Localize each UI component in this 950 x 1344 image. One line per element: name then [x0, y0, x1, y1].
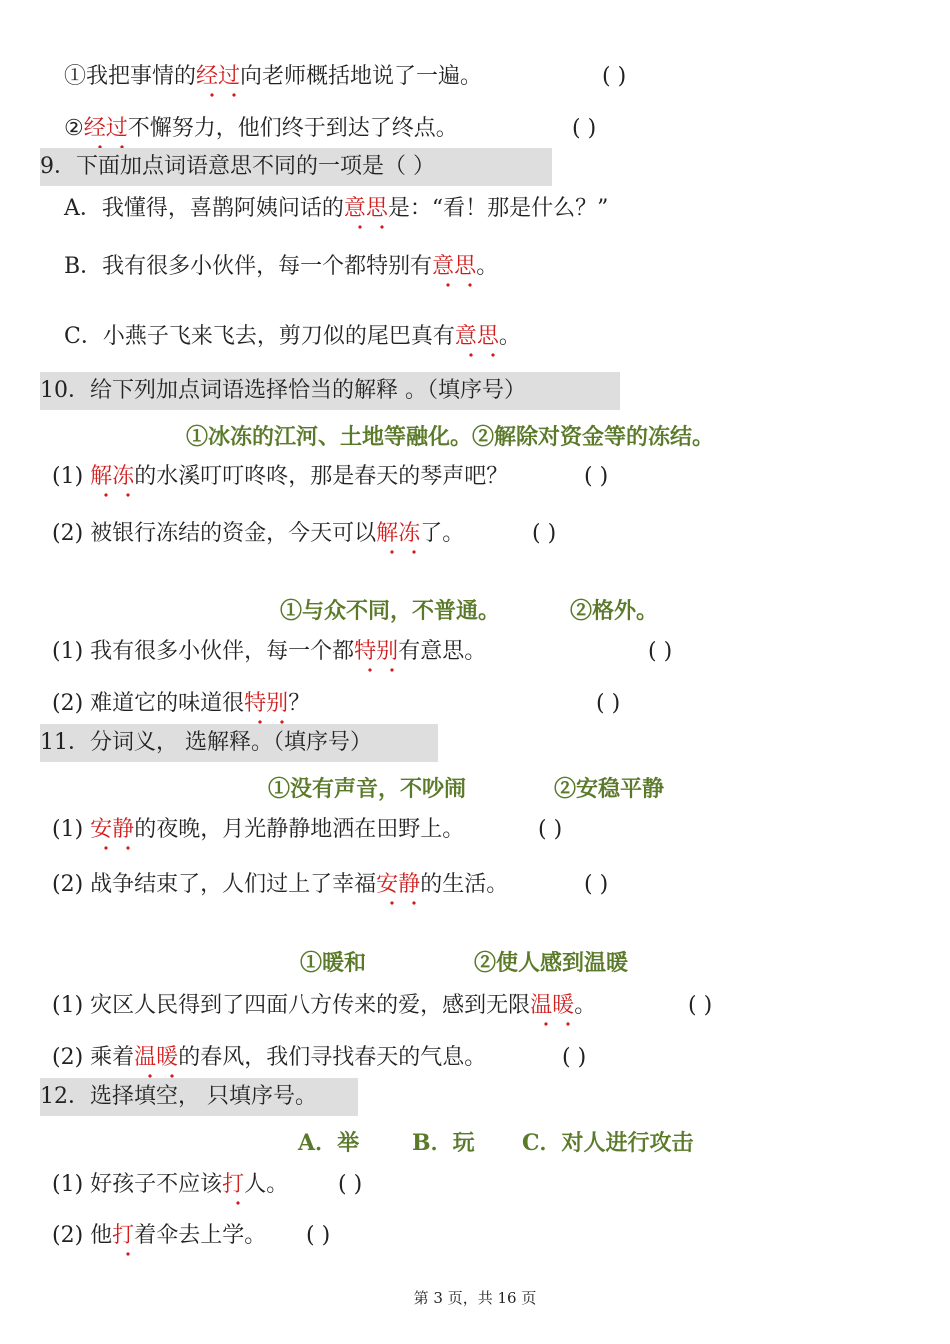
q8-sentence-1 — [64, 62, 482, 92]
q12-sentence-1 — [52, 1170, 288, 1200]
question-11-title: 11．分词义， 选解释。（填序号） — [40, 724, 438, 762]
answer-blank[interactable]: ( ) — [538, 817, 563, 842]
option-text: 。 — [476, 254, 499, 279]
sentence-text: (1) 好孩子不应该 — [52, 1172, 223, 1197]
sentence-text: 的生活。 — [420, 872, 509, 897]
sentence-text: (2) 难道它的味道很 — [52, 691, 245, 716]
emphasized-word: 意思 — [344, 194, 388, 224]
q12-option-b: B．玩 — [412, 1130, 475, 1156]
answer-blank[interactable]: ( ) — [648, 639, 673, 664]
q12-sentence-2 — [52, 1221, 266, 1251]
q12-option-a: A．举 — [298, 1130, 360, 1156]
answer-blank[interactable]: ( ) — [688, 993, 713, 1018]
sentence-text: (1) 我有很多小伙伴，每一个都 — [52, 639, 355, 664]
q10-group1-sentence-2 — [52, 519, 464, 549]
sentence-text: ② — [64, 116, 84, 141]
option-text: 。 — [498, 324, 521, 349]
q11-group2-sentence-1 — [52, 991, 596, 1021]
emphasized-word: 安静 — [90, 815, 134, 845]
answer-blank[interactable]: ( ) — [572, 116, 597, 141]
sentence-text: 有意思。 — [398, 639, 487, 664]
emphasized-word: 特别 — [244, 689, 288, 719]
emphasized-word: 温暖 — [134, 1043, 178, 1073]
emphasized-word: 特别 — [354, 637, 398, 667]
emphasized-word: 意思 — [432, 252, 476, 282]
question-9-title: 9．下面加点词语意思不同的一项是（ ） — [40, 148, 552, 186]
q10-definition-2b: ②格外。 — [570, 598, 659, 624]
emphasized-word: 经过 — [84, 114, 128, 144]
emphasized-word: 打 — [222, 1170, 244, 1200]
option-text: A．我懂得，喜鹊阿姨问话的 — [64, 196, 344, 221]
sentence-text: ？ — [288, 691, 311, 716]
q12-option-c: C．对人进行攻击 — [522, 1130, 694, 1156]
sentence-text: 人。 — [244, 1172, 289, 1197]
sentence-text: (1) — [52, 464, 84, 489]
answer-blank[interactable]: ( ) — [532, 521, 557, 546]
sentence-text: 着伞去上学。 — [134, 1223, 267, 1248]
q10-group1-sentence-1 — [52, 462, 508, 492]
sentence-text: (2) 他 — [52, 1223, 113, 1248]
q10-definition-2a: ①与众不同，不普通。 — [280, 598, 501, 624]
option-text: B．我有很多小伙伴，每一个都特别有 — [64, 254, 433, 279]
q11-definition-2a: ①暖和 — [300, 950, 367, 976]
q9-option-b[interactable] — [64, 252, 498, 282]
q10-group2-sentence-1 — [52, 637, 486, 667]
sentence-text: 。 — [574, 993, 597, 1018]
sentence-text: 不懈努力，他们终于到达了终点。 — [127, 116, 458, 141]
emphasized-word: 打 — [112, 1221, 134, 1251]
answer-blank[interactable]: ( ) — [584, 872, 609, 897]
sentence-text: (2) 被银行冻结的资金，今天可以 — [52, 521, 377, 546]
sentence-text: 的夜晚，月光静静地洒在田野上。 — [134, 817, 465, 842]
sentence-text: 的水溪叮叮咚咚，那是春天的琴声吧？ — [134, 464, 509, 489]
emphasized-word: 经过 — [196, 62, 240, 92]
emphasized-word: 解冻 — [90, 462, 134, 492]
emphasized-word: 温暖 — [530, 991, 574, 1021]
option-text: C．小燕子飞来飞去，剪刀似的尾巴真有 — [64, 324, 455, 349]
question-10-title: 10．给下列加点词语选择恰当的解释 。（填序号） — [40, 372, 620, 410]
emphasized-word: 安静 — [376, 870, 420, 900]
sentence-text: (2) 乘着 — [52, 1045, 135, 1070]
emphasized-word: 解冻 — [376, 519, 420, 549]
sentence-text: (1) — [52, 817, 84, 842]
answer-blank[interactable]: ( ) — [306, 1223, 331, 1248]
page-number: 第 3 页，共 16 页 — [413, 1289, 537, 1307]
q11-group2-sentence-2 — [52, 1043, 486, 1073]
q11-definition-2b: ②使人感到温暖 — [474, 950, 629, 976]
sentence-text: (1) 灾区人民得到了四面八方传来的爱，感到无限 — [52, 993, 531, 1018]
q10-group2-sentence-2 — [52, 689, 310, 719]
sentence-text: 向老师概括地说了一遍。 — [240, 64, 483, 89]
q9-option-c[interactable] — [64, 322, 521, 352]
q11-definition-1a: ①没有声音，不吵闹 — [268, 776, 467, 802]
answer-blank[interactable]: ( ) — [602, 64, 627, 89]
sentence-text: ①我把事情的 — [64, 64, 197, 89]
answer-blank[interactable]: ( ) — [584, 464, 609, 489]
q11-group1-sentence-2 — [52, 870, 508, 900]
emphasized-word: 意思 — [455, 322, 499, 352]
question-12-title: 12．选择填空， 只填序号。 — [40, 1078, 358, 1116]
answer-blank[interactable]: ( ) — [596, 691, 621, 716]
answer-blank[interactable]: ( ) — [338, 1172, 363, 1197]
q11-group1-sentence-1 — [52, 815, 464, 845]
sentence-text: 了。 — [420, 521, 465, 546]
option-text: 是：“看！那是什么？” — [387, 196, 609, 221]
q10-definitions-1: ①冰冻的江河、土地等融化。②解除对资金等的冻结。 — [186, 424, 715, 450]
q9-option-a[interactable] — [64, 194, 608, 224]
q11-definition-1b: ②安稳平静 — [554, 776, 665, 802]
sentence-text: 的春风，我们寻找春天的气息。 — [178, 1045, 487, 1070]
answer-blank[interactable]: ( ) — [562, 1045, 587, 1070]
q8-sentence-2 — [64, 114, 458, 144]
sentence-text: (2) 战争结束了，人们过上了幸福 — [52, 872, 377, 897]
